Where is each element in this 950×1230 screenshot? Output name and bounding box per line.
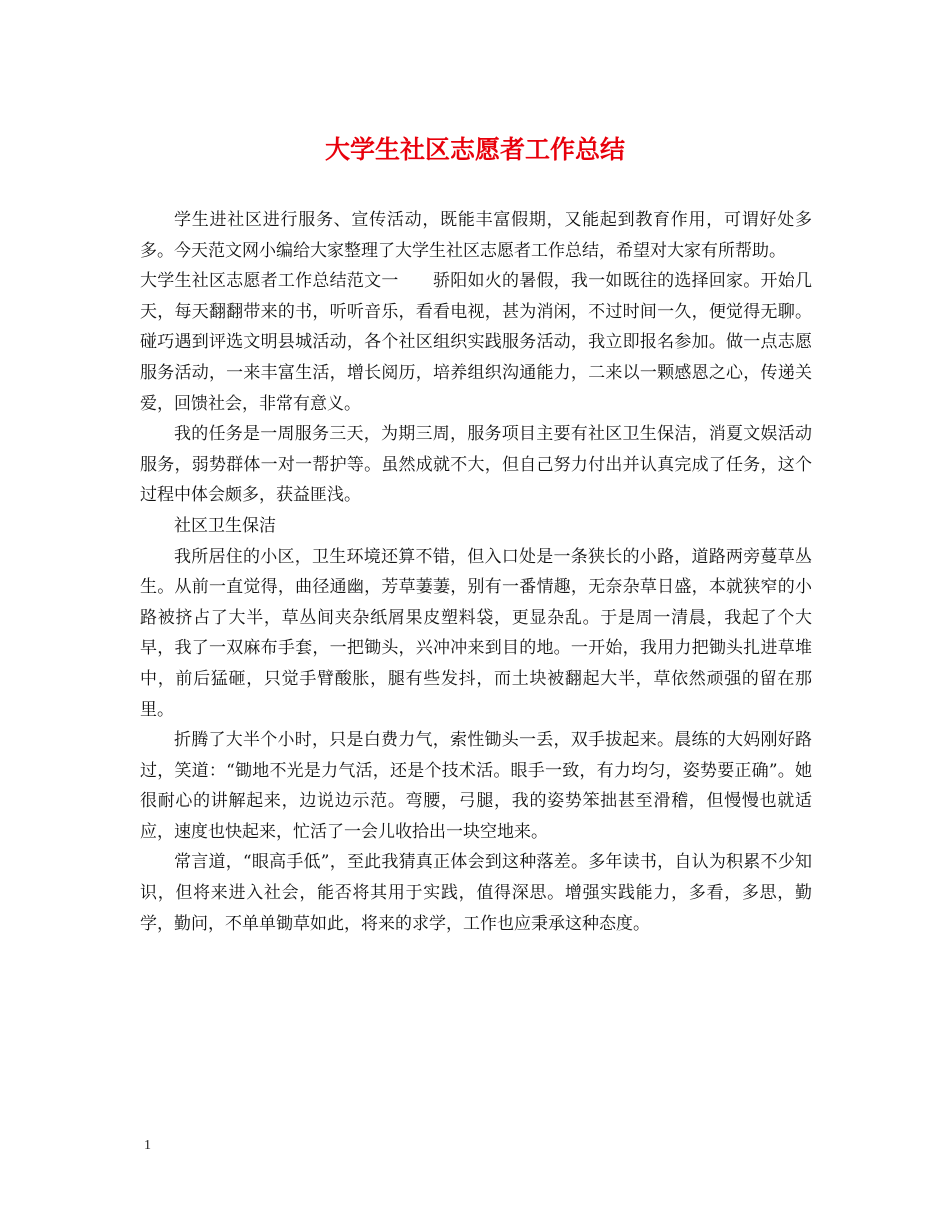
paragraph-reflection: 常言道，“眼高手低”，至此我猜真正体会到这种落差。多年读书，自认为积累不少知识，但将来进入社会，能否将其用于实践，值得深思。增强实践能力，多看，多思，勤学，勤问，不单单锄草如此，将来的求学，工作也应秉承这种态度。 xyxy=(140,852,812,934)
paragraph-task: 我的任务是一周服务三天，为期三周，服务项目主要有社区卫生保洁，消夏文娱活动服务，弱势群体一对一帮护等。虽然成就不大，但自己努力付出并认真完成了任务，这个过程中体会颇多，获益匪浅。 xyxy=(140,424,812,506)
page-number: 1 xyxy=(144,1138,151,1153)
paragraph-cleaning: 我所居住的小区，卫生环境还算不错，但入口处是一条狭长的小路，道路两旁蔓草丛生。从前一直觉得，曲径通幽，芳草萋萋，别有一番情趣，无奈杂草日盛，本就狭窄的小路被挤占了大半，草丛间夹杂纸屑果皮塑料袋，更显杂乱。于是周一清晨，我起了个大早，我了一双麻布手套，一把锄头，兴冲冲来到目的地。一开始，我用力把锄头扎进草堆中，前后猛砸，只觉手臂酸胀，腿有些发抖，而土块被翻起大半，草依然顽强的留在那里。 xyxy=(140,546,812,720)
paragraph-sample-one: 大学生社区志愿者工作总结范文一 骄阳如火的暑假，我一如既往的选择回家。开始几天，每天翻翻带来的书，听听音乐，看看电视，甚为消闲，不过时间一久，便觉得无聊。碰巧遇到评选文明县城活动，各个社区组织实践服务活动，我立即报名参加。做一点志愿服务活动，一来丰富生活，增长阅历，培养组织沟通能力，二来以一颗感恩之心，传递关爱，回馈社会，非常有意义。 xyxy=(140,271,812,414)
section-heading-cleaning: 社区卫生保洁 xyxy=(174,515,276,536)
paragraph-intro: 学生进社区进行服务、宣传活动，既能丰富假期，又能起到教育作用，可谓好处多多。今天范文网小编给大家整理了大学生社区志愿者工作总结，希望对大家有所帮助。 xyxy=(140,210,812,261)
document-body xyxy=(140,205,812,939)
document-title: 大学生社区志愿者工作总结 xyxy=(324,135,625,164)
paragraph-weeding: 折腾了大半个小时，只是白费力气，索性锄头一丢，双手拔起来。晨练的大妈刚好路过，笑道：“锄地不光是力气活，还是个技术活。眼手一致，有力均匀，姿势要正确”。她很耐心的讲解起来，边说边示范。弯腰，弓腿，我的姿势笨拙甚至滑稽，但慢慢也就适应，速度也快起来，忙活了一会儿收拾出一块空地来。 xyxy=(140,730,812,842)
